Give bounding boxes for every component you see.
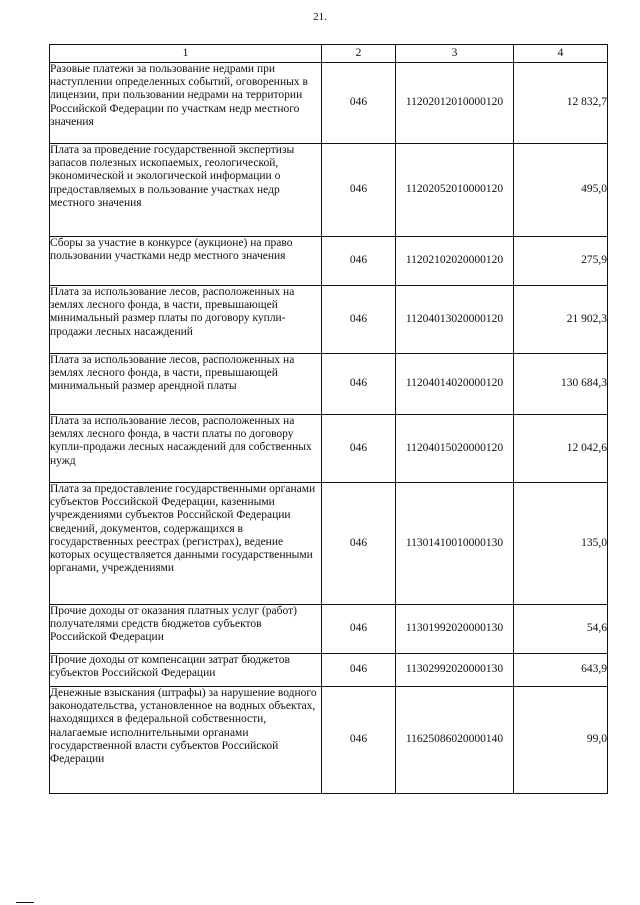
table-row xyxy=(50,144,608,237)
table-row xyxy=(50,354,608,415)
row-description: Плата за использование лесов, расположенных на землях лесного фонда, в части, превышающей минимальный размер арендной платы xyxy=(50,354,322,415)
row-description: Сборы за участие в конкурсе (аукционе) на право пользовании участками недр местного значения xyxy=(50,237,322,286)
row-budget-code: 11204015020000120 xyxy=(396,415,514,483)
row-description: Плата за использование лесов, расположенных на землях лесного фонда, в части, превышающей минимальный размер платы по договору купли-продажи лесных насаждений xyxy=(50,286,322,354)
row-description: Плата за предоставление государственными органами субъектов Российской Федерации, казенными учреждениями субъектов Российской Федерации сведений, документов, содержащихся в государственных реестрах (регистрах), ведение которых осуществляется данными государственными органами, учреждениями xyxy=(50,483,322,605)
row-admin-code: 046 xyxy=(322,354,396,415)
page-number: 21. xyxy=(313,11,327,23)
header-col-3: 3 xyxy=(396,45,514,63)
row-admin-code: 046 xyxy=(322,237,396,286)
table-row xyxy=(50,605,608,654)
row-admin-code: 046 xyxy=(322,415,396,483)
row-description: Прочие доходы от компенсации затрат бюджетов субъектов Российской Федерации xyxy=(50,654,322,687)
row-budget-code: 11625086020000140 xyxy=(396,687,514,794)
row-admin-code: 046 xyxy=(322,483,396,605)
row-budget-code: 11202102020000120 xyxy=(396,237,514,286)
header-col-1: 1 xyxy=(50,45,322,63)
row-amount: 275,9 xyxy=(514,237,608,286)
footer-dash xyxy=(16,902,34,903)
header-col-2: 2 xyxy=(322,45,396,63)
table-row xyxy=(50,286,608,354)
header-row xyxy=(50,45,608,63)
row-admin-code: 046 xyxy=(322,286,396,354)
row-budget-code: 11202052010000120 xyxy=(396,144,514,237)
row-amount: 135,0 xyxy=(514,483,608,605)
row-amount: 12 042,6 xyxy=(514,415,608,483)
revenue-table xyxy=(49,44,608,794)
row-budget-code: 11301410010000130 xyxy=(396,483,514,605)
row-amount: 54,6 xyxy=(514,605,608,654)
row-description: Плата за проведение государственной экспертизы запасов полезных ископаемых, геологической, экономической и экологической информации о предоставляемых в пользование участках недр местного значения xyxy=(50,144,322,237)
row-description: Разовые платежи за пользование недрами при наступлении определенных событий, оговоренных в лицензии, при пользовании недрами на территории Российской Федерации по участкам недр местного значения xyxy=(50,63,322,144)
row-description: Денежные взыскания (штрафы) за нарушение водного законодательства, установленное на водных объектах, находящихся в федеральной собственности, налагаемые исполнительными органами государственной власти субъектов Российской Федерации xyxy=(50,687,322,794)
row-budget-code: 11202012010000120 xyxy=(396,63,514,144)
table-row xyxy=(50,415,608,483)
row-amount: 643,9 xyxy=(514,654,608,687)
row-admin-code: 046 xyxy=(322,63,396,144)
row-description: Прочие доходы от оказания платных услуг (работ) получателями средств бюджетов субъектов Российской Федерации xyxy=(50,605,322,654)
row-admin-code: 046 xyxy=(322,687,396,794)
header-col-4: 4 xyxy=(514,45,608,63)
row-admin-code: 046 xyxy=(322,144,396,237)
table-row xyxy=(50,654,608,687)
row-amount: 99,0 xyxy=(514,687,608,794)
row-amount: 130 684,3 xyxy=(514,354,608,415)
row-admin-code: 046 xyxy=(322,605,396,654)
table-row xyxy=(50,483,608,605)
row-budget-code: 11204013020000120 xyxy=(396,286,514,354)
table-row xyxy=(50,687,608,794)
row-description: Плата за использование лесов, расположенных на землях лесного фонда, в части платы по договору купли-продажи лесных насаждений для собственных нужд xyxy=(50,415,322,483)
row-amount: 12 832,7 xyxy=(514,63,608,144)
row-amount: 21 902,3 xyxy=(514,286,608,354)
table-row xyxy=(50,237,608,286)
row-admin-code: 046 xyxy=(322,654,396,687)
row-budget-code: 11301992020000130 xyxy=(396,605,514,654)
row-budget-code: 11204014020000120 xyxy=(396,354,514,415)
row-amount: 495,0 xyxy=(514,144,608,237)
table-row xyxy=(50,63,608,144)
row-budget-code: 11302992020000130 xyxy=(396,654,514,687)
